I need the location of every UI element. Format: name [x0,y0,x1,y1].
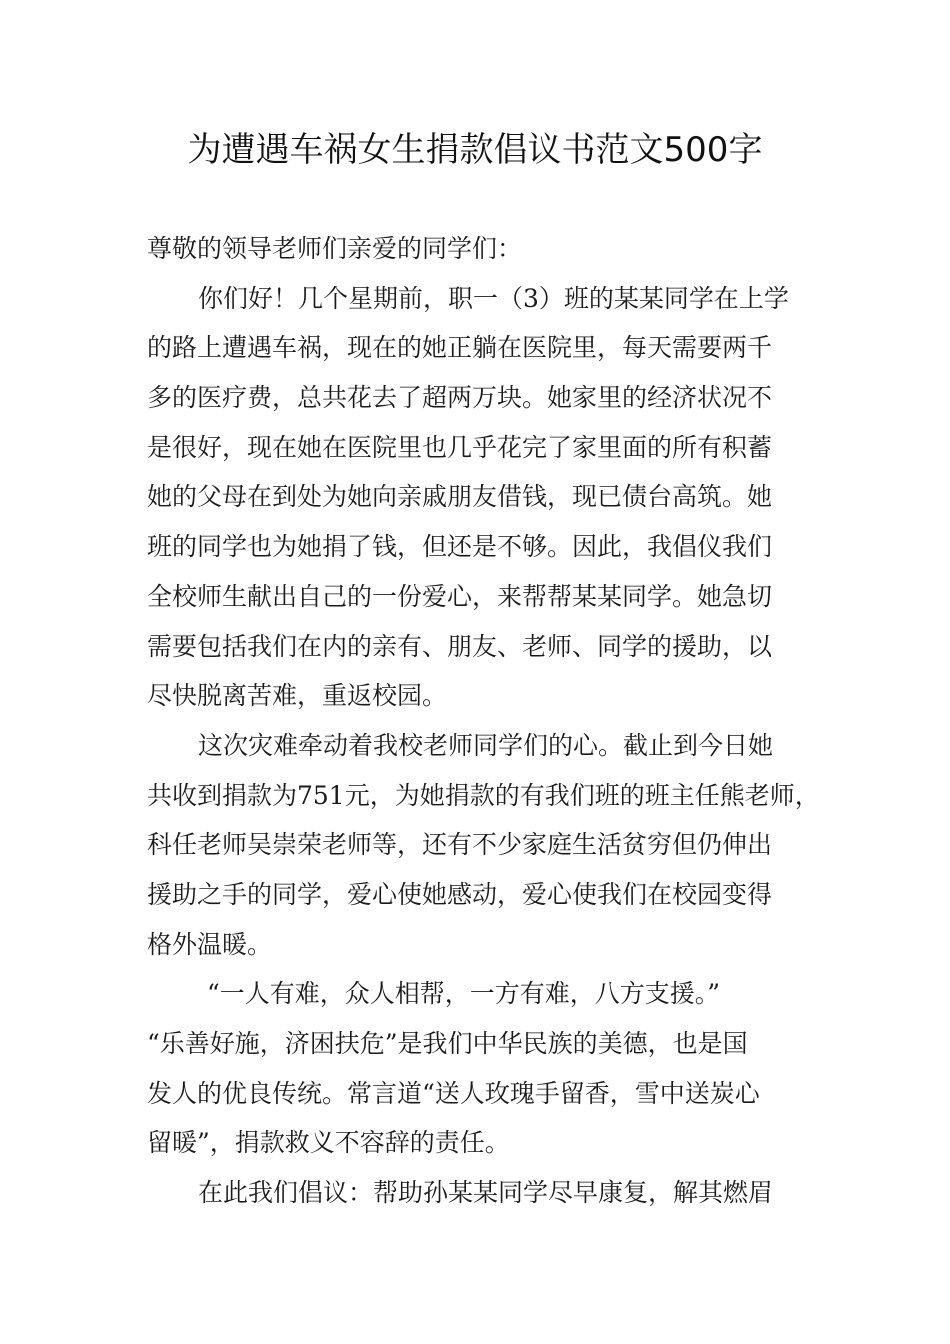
document-body [147,224,827,1218]
paragraph-line: 发人的优良传统。常言道“送人玫瑰手留香，雪中送炭心 [147,1078,760,1108]
paragraph-line: 尽快脱离苦难，重返校园。 [147,681,448,711]
salutation-line: 尊敬的领导老师们亲爱的同学们： [147,234,523,263]
paragraph-line: 全校师生献出自己的一份爱心，来帮帮某某同学。她急切 [147,581,773,611]
paragraph-line: 援助之手的同学，爱心使她感动，爱心使我们在校园变得 [147,879,773,909]
paragraph-line: 在此我们倡议：帮助孙某某同学尽早康复，解其燃眉 [198,1178,774,1208]
paragraph-line: 你们好！几个星期前，职一（3）班的某某同学在上学 [198,283,789,313]
paragraph-line: 是很好，现在她在医院里也几乎花完了家里面的所有积蓄 [147,432,773,462]
paragraph-line: 她的父母在到处为她向亲戚朋友借钱，现已债台高筑。她 [147,482,773,512]
paragraph-line: 科任老师吴崇荣老师等，还有不少家庭生活贫穷但仍伸出 [147,830,773,860]
paragraph-line: “一人有难，众人相帮，一方有难，八方支援。” [207,979,721,1009]
paragraph-line: 共收到捐款为751元，为她捐款的有我们班的班主任熊老师， [147,780,820,810]
paragraph-line: 需要包括我们在内的亲有、朋友、老师、同学的援助，以 [147,631,773,661]
paragraph-line: “乐善好施，济困扶危”是我们中华民族的美德，也是国 [147,1029,748,1058]
paragraph-line: 的路上遭遇车祸，现在的她正躺在医院里，每天需要两千 [147,333,773,363]
paragraph-line: 班的同学也为她捐了钱，但还是不够。因此，我倡仪我们 [147,532,773,562]
document-title: 为遭遇车祸女生捐款倡议书范文500字 [187,130,763,170]
paragraph-line: 格外温暖。 [147,929,273,959]
paragraph-line: 多的医疗费，总共花去了超两万块。她家里的经济状况不 [147,383,773,413]
paragraph-line: 留暖”，捐款救义不容辞的责任。 [147,1128,510,1158]
paragraph-line: 这次灾难牵动着我校老师同学们的心。截止到今日她 [198,730,774,760]
